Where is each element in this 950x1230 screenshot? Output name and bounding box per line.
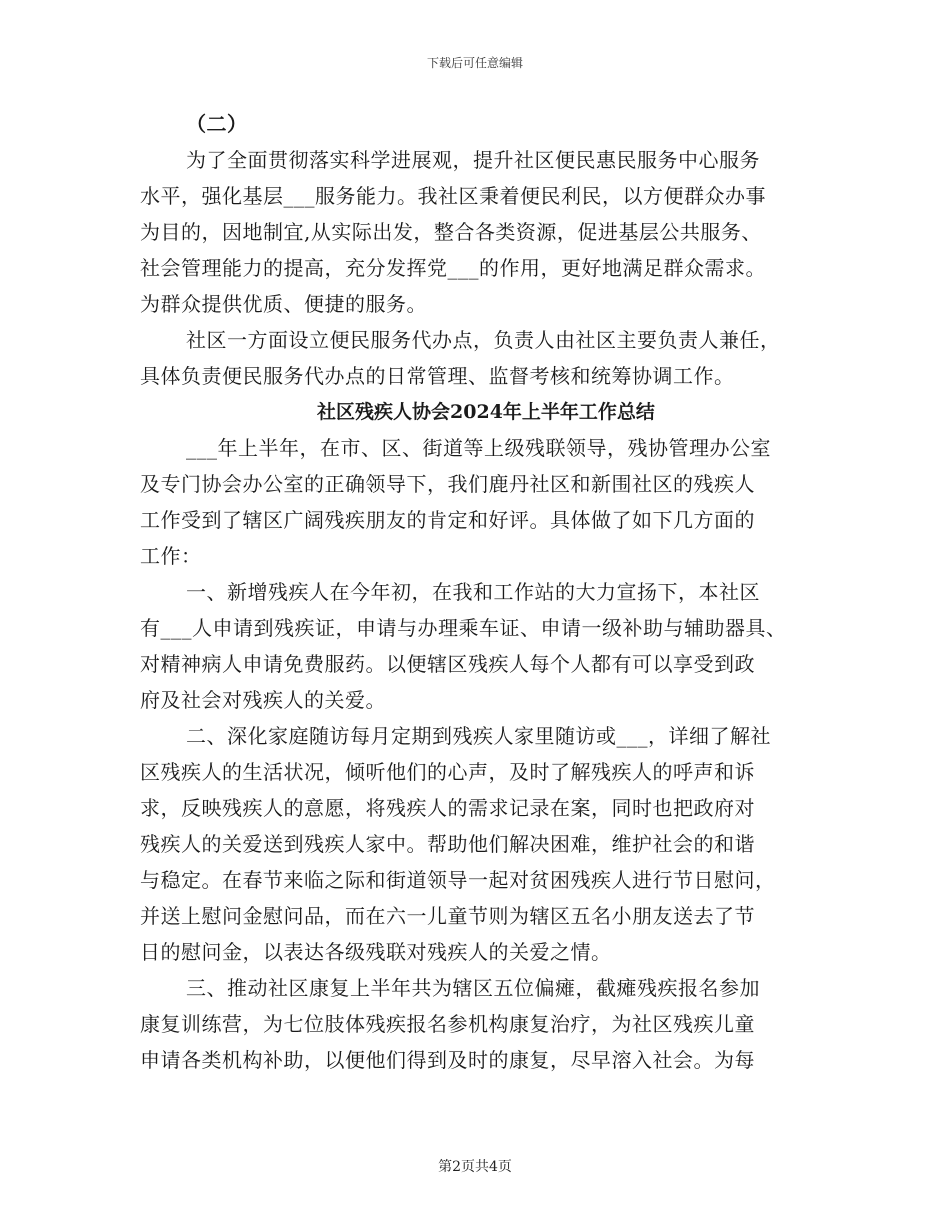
text-line: 有___人申请到残疾证，申请与办理乘车证、申请一级补助与辅助器具、 — [140, 616, 787, 640]
section-label: （二） — [186, 112, 248, 136]
text-line: 具体负责便民服务代办点的日常管理、监督考核和统筹协调工作。 — [140, 364, 735, 388]
header-note: 下载后可任意编辑 — [426, 56, 523, 70]
text-line: 社区一方面设立便民服务代办点，负责人由社区主要负责人兼任， — [186, 328, 781, 352]
text-line: 工作： — [140, 544, 202, 568]
text-line: 为群众提供优质、便捷的服务。 — [140, 292, 427, 316]
paragraph — [140, 726, 812, 978]
text-line: 工作受到了辖区广阔残疾朋友的肯定和好评。具体做了如下几方面的 — [140, 508, 755, 532]
text-line: 康复训练营，为七位肢体残疾报名参机构康复治疗，为社区残疾儿童 — [140, 1012, 755, 1036]
text-line: 并送上慰问金慰问品，而在六一儿童节则为辖区五名小朋友送去了节 — [140, 904, 755, 928]
paragraph — [140, 150, 812, 330]
text-line: 社会管理能力的提高，充分发挥党___的作用，更好地满足群众需求。 — [140, 256, 766, 280]
paragraph — [140, 330, 812, 402]
paragraph — [140, 438, 812, 582]
text-line: 水平，强化基层___服务能力。我社区秉着便民利民，以方便群众办事 — [140, 184, 766, 208]
paragraph — [140, 978, 812, 1086]
paragraph — [140, 582, 812, 726]
document-body — [140, 114, 812, 1086]
text-line: 二、深化家庭随访每月定期到残疾人家里随访或___，详细了解社 — [186, 724, 771, 748]
text-line: 对精神病人申请免费服药。以便辖区残疾人每个人都有可以享受到政 — [140, 652, 755, 676]
text-line: 申请各类机构补助，以便他们得到及时的康复，尽早溶入社会。为每 — [140, 1048, 755, 1072]
text-line: 为了全面贯彻落实科学进展观，提升社区便民惠民服务中心服务 — [186, 148, 760, 172]
page-number: 第2页共4页 — [438, 1159, 512, 1175]
text-line: 及专门协会办公室的正确领导下，我们鹿丹社区和新围社区的残疾人 — [140, 472, 755, 496]
text-line: 为目的，因地制宜,从实际出发，整合各类资源，促进基层公共服务、 — [140, 220, 762, 244]
text-line: 残疾人的关爱送到残疾人家中。帮助他们解决困难，维护社会的和谐 — [140, 832, 755, 856]
text-line: 日的慰问金，以表达各级残联对残疾人的关爱之情。 — [140, 940, 612, 964]
text-line: 与稳定。在春节来临之际和街道领导一起对贫困残疾人进行节日慰问， — [140, 868, 776, 892]
text-line: 一、新增残疾人在今年初，在我和工作站的大力宣扬下，本社区 — [186, 580, 760, 604]
document-title: 社区残疾人协会2024年上半年工作总结 — [317, 401, 655, 423]
text-line: 三、推动社区康复上半年共为辖区五位偏瘫，截瘫残疾报名参加 — [186, 976, 760, 1000]
text-line: 府及社会对残疾人的关爱。 — [140, 688, 386, 712]
text-line: 求，反映残疾人的意愿，将残疾人的需求记录在案，同时也把政府对 — [140, 796, 755, 820]
text-line: ___年上半年，在市、区、街道等上级残联领导，残协管理办公室 — [186, 436, 771, 460]
text-line: 区残疾人的生活状况，倾听他们的心声，及时了解残疾人的呼声和诉 — [140, 760, 755, 784]
